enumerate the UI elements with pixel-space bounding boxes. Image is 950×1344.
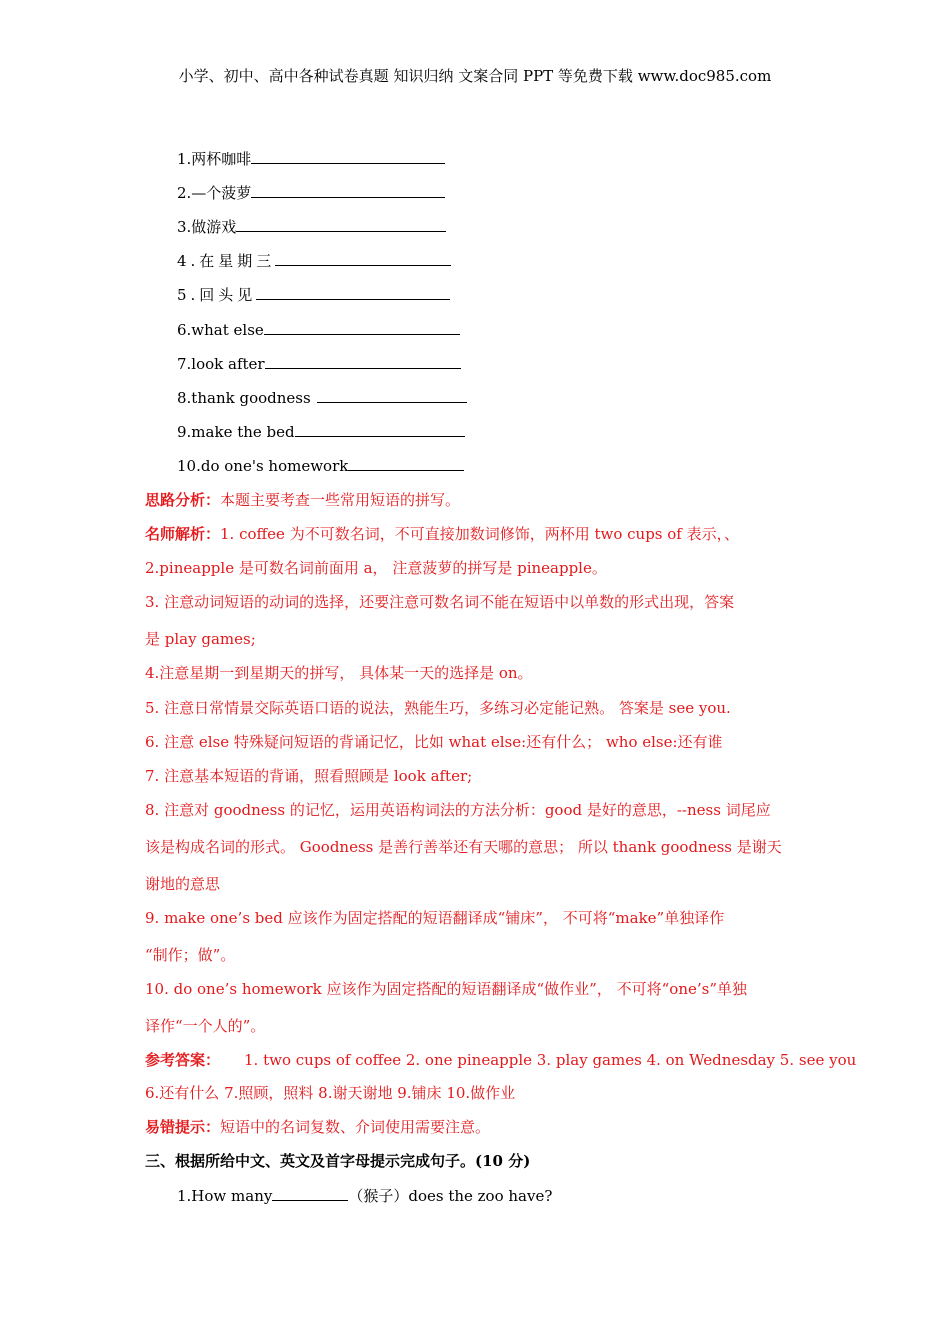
answer-blank[interactable]: [251, 182, 445, 198]
teacher-analysis-line: 10. do one’s homework 应该作为固定搭配的短语翻译成“做作业”， 不可将“one’s”单独: [145, 980, 747, 998]
question-10: 10.do one's homework: [177, 455, 464, 476]
answer-blank[interactable]: [256, 284, 450, 300]
answer-blank[interactable]: [317, 387, 467, 403]
teacher-analysis-line: 2.pineapple 是可数名词前面用 a， 注意菠萝的拼写是 pineapple。: [145, 559, 607, 577]
question-7: 7.look after: [177, 353, 461, 374]
teacher-analysis-line: 6. 注意 else 特殊疑问短语的背诵记忆，比如 what else:还有什么； who else:还有谁: [145, 733, 723, 751]
teacher-analysis-line: “制作；做”。: [145, 946, 236, 964]
teacher-analysis-line: 7. 注意基本短语的背诵，照看照顾是 look after;: [145, 767, 473, 785]
question-8: 8.thank goodness: [177, 387, 467, 408]
section-3-question-1: 1.How many （猴子）does the zoo have?: [177, 1187, 553, 1205]
answer-blank[interactable]: [348, 455, 464, 471]
question-1: 1.两杯咖啡: [177, 148, 445, 169]
teacher-analysis-line: 谢地的意思: [145, 875, 221, 893]
answer-blank[interactable]: [251, 148, 445, 164]
teacher-analysis-line: 9. make one’s bed 应该作为固定搭配的短语翻译成“铺床”， 不可将“make”单独译作: [145, 909, 725, 927]
teacher-analysis-line: 名师解析：1. coffee 为不可数名词，不可直接加数词修饰，两杯用 two cups of 表示，、: [145, 525, 740, 543]
answer-blank[interactable]: [264, 319, 460, 335]
answer-blank[interactable]: [236, 216, 446, 232]
question-4: 4.在星期三: [177, 250, 451, 271]
section-3-title: 三、根据所给中文、英文及首字母提示完成句子。(10 分): [145, 1152, 531, 1170]
teacher-analysis-line: 8. 注意对 goodness 的记忆，运用英语构词法的方法分析：good 是好的意思，--ness 词尾应: [145, 801, 771, 819]
teacher-analysis-line: 4.注意星期一到星期天的拼写， 具体某一天的选择是 on。: [145, 664, 533, 682]
reference-answer: 参考答案： 1. two cups of coffee 2. one pineapple 3. play games 4. on Wednesday 5. see you: [145, 1051, 857, 1069]
answer-blank[interactable]: [265, 353, 461, 369]
question-6: 6.what else: [177, 319, 460, 340]
teacher-analysis-line: 3. 注意动词短语的动词的选择，还要注意可数名词不能在短语中以单数的形式出现，答案: [145, 593, 735, 611]
page-header: 小学、初中、高中各种试卷真题 知识归纳 文案合同 PPT 等免费下载 www.doc985.com: [178, 67, 772, 85]
teacher-analysis-line: 是 play games;: [145, 630, 256, 648]
error-tip: 易错提示：短语中的名词复数、介词使用需要注意。: [145, 1118, 491, 1136]
thinking-analysis: 思路分析：本题主要考查一些常用短语的拼写。: [145, 491, 461, 509]
answer-blank[interactable]: [272, 1185, 348, 1201]
question-5: 5.回头见: [177, 284, 450, 305]
teacher-analysis-line: 译作“一个人的”。: [145, 1017, 266, 1035]
question-2: 2.—个菠萝: [177, 182, 445, 203]
teacher-analysis-line: 该是构成名词的形式。 Goodness 是善行善举还有天哪的意思； 所以 thank goodness 是谢天: [145, 838, 782, 856]
question-3: 3.做游戏: [177, 216, 446, 237]
reference-answer-line2: 6.还有什么 7.照顾，照料 8.谢天谢地 9.铺床 10.做作业: [145, 1084, 516, 1102]
answer-blank[interactable]: [295, 421, 465, 437]
answer-blank[interactable]: [275, 250, 451, 266]
teacher-analysis-line: 5. 注意日常情景交际英语口语的说法，熟能生巧，多练习必定能记熟。 答案是 see you.: [145, 699, 731, 717]
question-9: 9.make the bed: [177, 421, 465, 442]
